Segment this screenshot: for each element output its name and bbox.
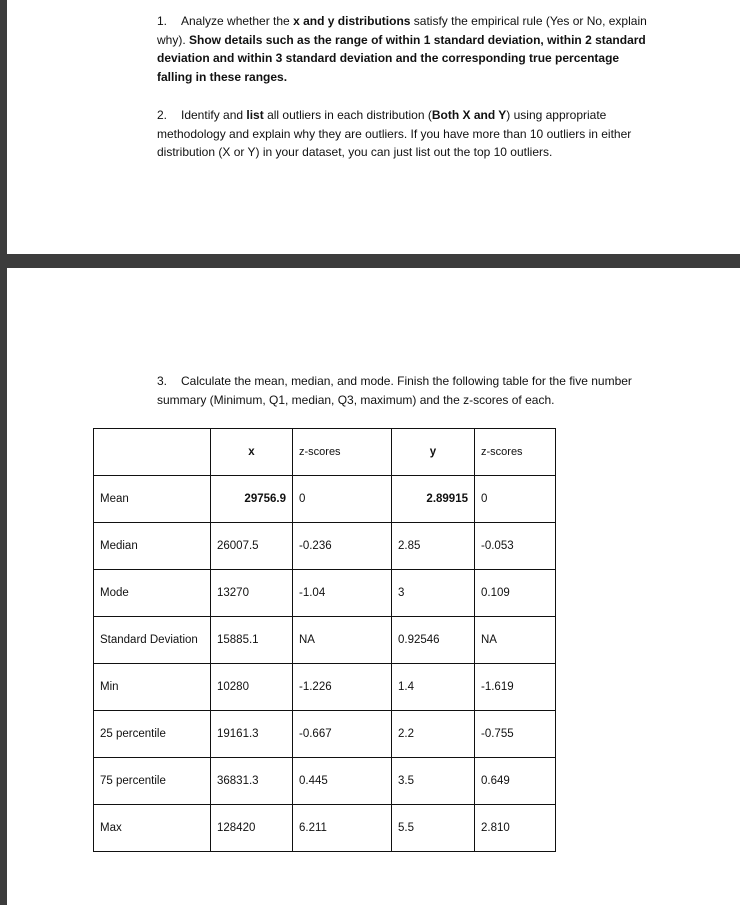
y-zscore: 0 xyxy=(475,476,556,523)
document-page-1 xyxy=(7,0,740,254)
x-zscore: NA xyxy=(293,617,392,664)
x-value: 128420 xyxy=(211,805,293,852)
x-zscore: -0.667 xyxy=(293,711,392,758)
question-number: 2. xyxy=(157,108,168,122)
row-label: 75 percentile xyxy=(94,758,211,805)
x-zscore: -1.04 xyxy=(293,570,392,617)
question-2: 2. Identify and list all outliers in each distribution (Both X and Y) using appropriate methodology and explain why they are outliers. If you have more than 10 outliers in either distribution (X or Y) in your dataset, you can just list out the top 10 outliers. xyxy=(157,108,632,159)
y-value: 1.4 xyxy=(392,664,475,711)
x-value: 19161.3 xyxy=(211,711,293,758)
row-label: 25 percentile xyxy=(94,711,211,758)
table-row xyxy=(94,664,556,711)
y-value: 3.5 xyxy=(392,758,475,805)
y-value: 3 xyxy=(392,570,475,617)
y-zscore: 2.810 xyxy=(475,805,556,852)
x-zscore: 0 xyxy=(293,476,392,523)
row-label: Mean xyxy=(94,476,211,523)
x-value: 26007.5 xyxy=(211,523,293,570)
y-value: 0.92546 xyxy=(392,617,475,664)
table-header-row xyxy=(94,429,556,476)
x-value: 13270 xyxy=(211,570,293,617)
row-label: Standard Deviation xyxy=(94,617,211,664)
table-row xyxy=(94,758,556,805)
header-y-zscores: z-scores xyxy=(475,429,556,476)
table-row xyxy=(94,476,556,523)
y-value: 5.5 xyxy=(392,805,475,852)
document-page-2 xyxy=(7,268,740,905)
x-value: 29756.9 xyxy=(211,476,293,523)
y-value: 2.2 xyxy=(392,711,475,758)
table-row xyxy=(94,570,556,617)
header-empty-cell xyxy=(94,429,211,476)
header-y: y xyxy=(392,429,475,476)
x-value: 10280 xyxy=(211,664,293,711)
x-value: 36831.3 xyxy=(211,758,293,805)
table-row xyxy=(94,617,556,664)
row-label: Max xyxy=(94,805,211,852)
header-x-zscores: z-scores xyxy=(293,429,392,476)
x-value: 15885.1 xyxy=(211,617,293,664)
x-zscore: 6.211 xyxy=(293,805,392,852)
y-zscore: -1.619 xyxy=(475,664,556,711)
y-zscore: 0.649 xyxy=(475,758,556,805)
table-row xyxy=(94,711,556,758)
question-number: 1. xyxy=(157,14,168,28)
y-zscore: 0.109 xyxy=(475,570,556,617)
question-1: 1. Analyze whether the x and y distributions satisfy the empirical rule (Yes or No, explain why). Show details such as the range of within 1 standard deviation, within 2 standard deviation and within 3 standard deviation and the corresponding true percentage falling in these ranges. xyxy=(157,14,647,84)
table-row xyxy=(94,805,556,852)
row-label: Mode xyxy=(94,570,211,617)
question-number: 3. xyxy=(157,374,168,388)
x-zscore: -0.236 xyxy=(293,523,392,570)
row-label: Median xyxy=(94,523,211,570)
x-zscore: -1.226 xyxy=(293,664,392,711)
y-value: 2.85 xyxy=(392,523,475,570)
y-zscore: -0.053 xyxy=(475,523,556,570)
row-label: Min xyxy=(94,664,211,711)
y-zscore: NA xyxy=(475,617,556,664)
y-value: 2.89915 xyxy=(392,476,475,523)
y-zscore: -0.755 xyxy=(475,711,556,758)
summary-table xyxy=(93,428,556,852)
x-zscore: 0.445 xyxy=(293,758,392,805)
header-x: x xyxy=(211,429,293,476)
table-row xyxy=(94,523,556,570)
question-3: 3. Calculate the mean, median, and mode. Finish the following table for the five number summary (Minimum, Q1, median, Q3, maximum) and the z-scores of each. xyxy=(157,374,632,407)
